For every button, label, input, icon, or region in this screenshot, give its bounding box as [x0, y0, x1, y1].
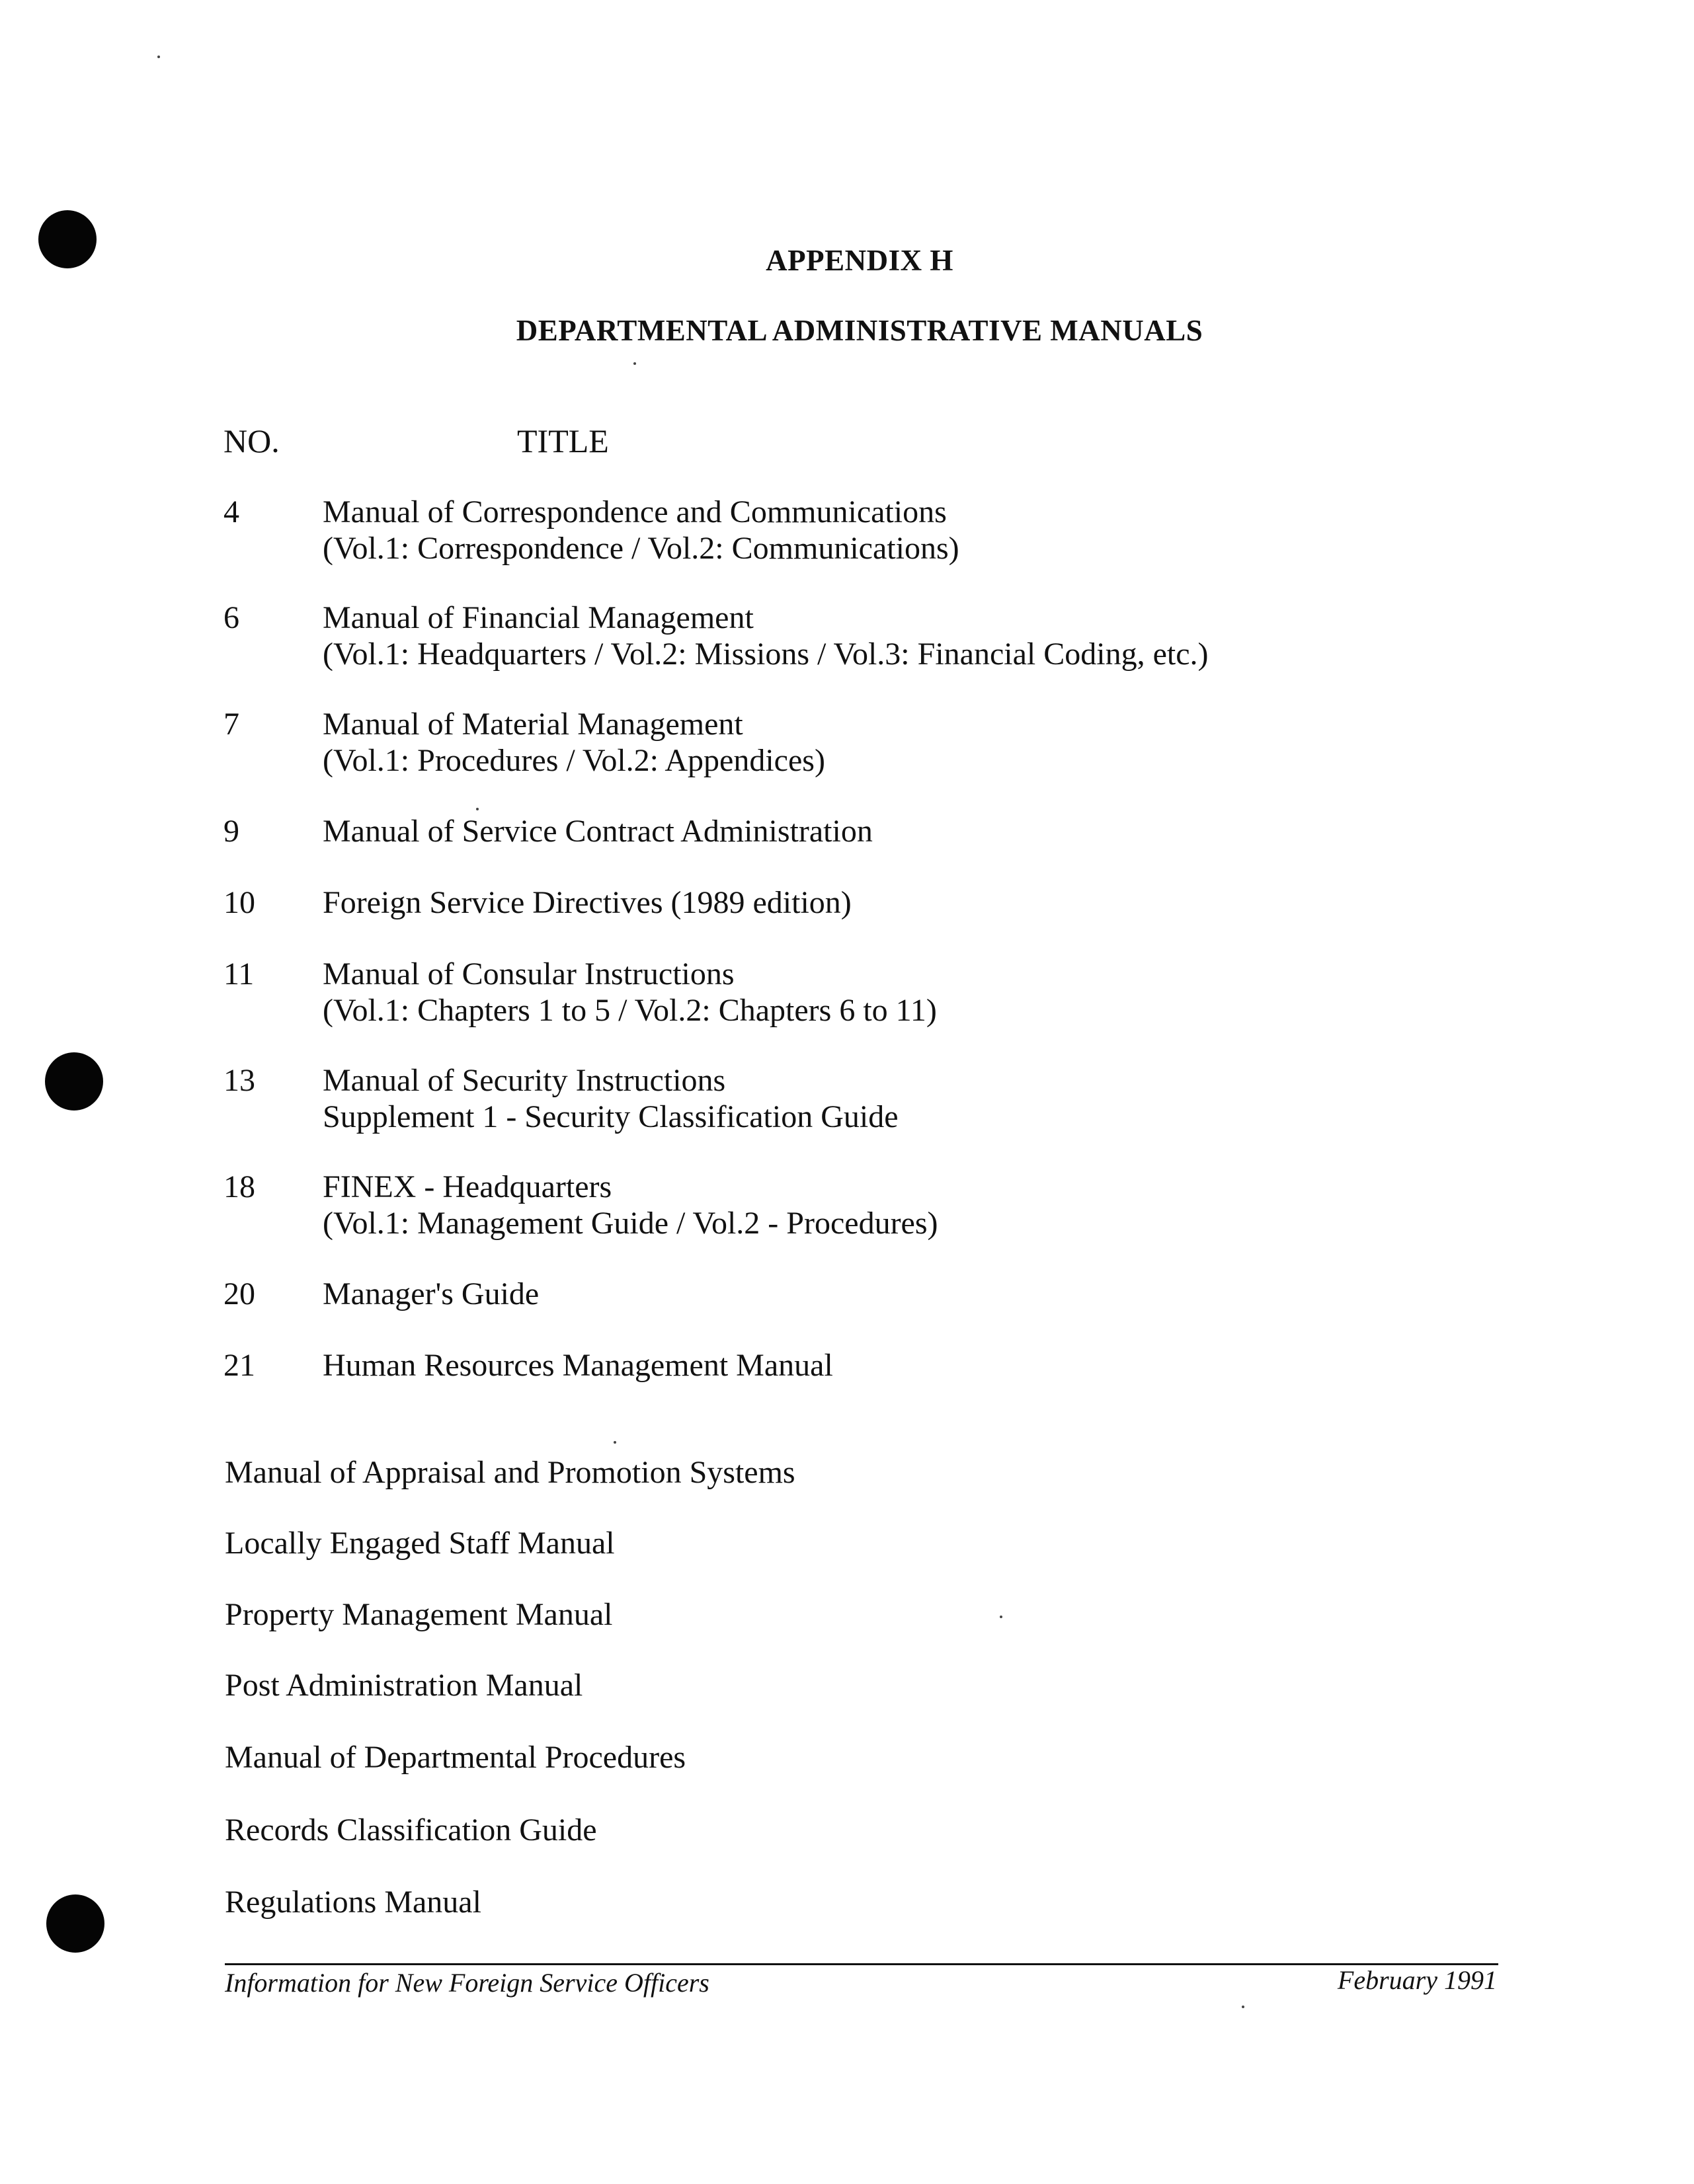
- manual-number: 4: [223, 494, 239, 529]
- other-manual-item: Regulations Manual: [225, 1885, 481, 1920]
- other-manual-item: Manual of Departmental Procedures: [225, 1740, 686, 1775]
- manual-title: Manual of Material Management: [323, 707, 743, 742]
- section-heading: DEPARTMENTAL ADMINISTRATIVE MANUALS: [516, 314, 1203, 347]
- manual-number: 21: [223, 1348, 255, 1383]
- manual-subtitle: (Vol.1: Procedures / Vol.2: Appendices): [323, 743, 825, 778]
- manual-title: Manual of Security Instructions: [323, 1063, 726, 1098]
- manual-number: 10: [223, 885, 255, 920]
- appendix-heading: APPENDIX H: [766, 244, 953, 277]
- footer-publication: Information for New Foreign Service Officers: [225, 1968, 709, 1998]
- scan-speck: [614, 1441, 616, 1444]
- manual-subtitle: (Vol.1: Chapters 1 to 5 / Vol.2: Chapters 6 to 11): [323, 993, 937, 1028]
- scan-speck: [157, 56, 160, 58]
- manual-title: Human Resources Management Manual: [323, 1348, 833, 1383]
- manual-number: 13: [223, 1063, 255, 1098]
- manual-subtitle: Supplement 1 - Security Classification Guide: [323, 1099, 899, 1134]
- manual-subtitle: (Vol.1: Correspondence / Vol.2: Communications): [323, 531, 959, 566]
- manual-number: 18: [223, 1169, 255, 1204]
- other-manual-item: Property Management Manual: [225, 1597, 613, 1632]
- manual-title: Manual of Consular Instructions: [323, 956, 735, 992]
- footer-date: February 1991: [1337, 1965, 1497, 1995]
- column-header-title: TITLE: [517, 422, 609, 459]
- column-header-no: NO.: [223, 422, 280, 459]
- other-manual-item: Post Administration Manual: [225, 1668, 583, 1703]
- manual-title: Foreign Service Directives (1989 edition): [323, 885, 852, 920]
- other-manual-item: Locally Engaged Staff Manual: [225, 1526, 615, 1561]
- manual-title: Manual of Financial Management: [323, 600, 754, 635]
- punch-hole-middle: [45, 1052, 103, 1111]
- manual-subtitle: (Vol.1: Headquarters / Vol.2: Missions / Vol.3: Financial Coding, etc.): [323, 637, 1209, 672]
- scan-speck: [476, 808, 479, 810]
- other-manual-item: Manual of Appraisal and Promotion Systems: [225, 1455, 795, 1490]
- manual-number: 7: [223, 707, 239, 742]
- manual-number: 9: [223, 814, 239, 849]
- manual-number: 6: [223, 600, 239, 635]
- manual-title: Manual of Service Contract Administration: [323, 814, 873, 849]
- scan-speck: [1000, 1616, 1002, 1618]
- manual-title: FINEX - Headquarters: [323, 1169, 612, 1204]
- manual-subtitle: (Vol.1: Management Guide / Vol.2 - Procedures): [323, 1206, 938, 1241]
- manual-title: Manager's Guide: [323, 1276, 540, 1311]
- manual-number: 20: [223, 1276, 255, 1311]
- scan-speck: [633, 362, 636, 365]
- punch-hole-bottom: [46, 1894, 104, 1953]
- scan-speck: [1242, 2006, 1244, 2008]
- other-manual-item: Records Classification Guide: [225, 1813, 597, 1848]
- manual-number: 11: [223, 956, 255, 992]
- manual-title: Manual of Correspondence and Communications: [323, 494, 947, 529]
- footer-rule: [225, 1963, 1498, 1965]
